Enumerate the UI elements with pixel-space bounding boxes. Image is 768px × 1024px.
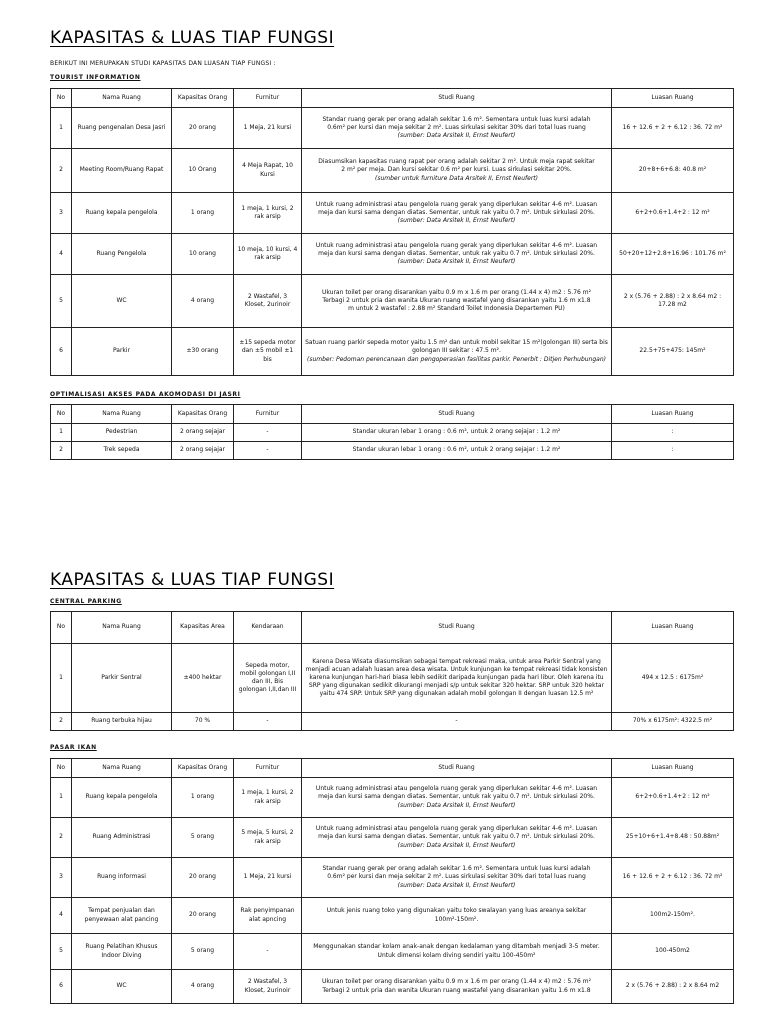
- table-row: 4 Tempat penjualan dan penyewaan alat pancing 20 orang Rak penyimpanan alat apncing Untuk jenis ruang toko yang digunakan yaitu toko swalayan yang luas areanya sekitar 100m²-150m². 100m2-150m².: [51, 898, 734, 934]
- table-row: 1 Pedestrian 2 orang sejajar - Standar ukuran lebar 1 orang : 0.6 m², untuk 2 orang sejajar : 1.2 m² :: [51, 424, 734, 442]
- header-kapasitas: Kapasitas Orang: [172, 89, 234, 108]
- table-row: 6 WC 4 orang 2 Wastafel, 3 Kloset, 2urinoir Ukuran toilet per orang disarankan yaitu 0.9 m x 1.6 m per orang (1.44 x 4) m2 : 5.76 m² Terbagi 2 untuk pria dan wanita Ukuran ruang wastafel yang disarankan yaitu 1.6 m x1.8 2 x (5.76 + 2.88) : 2 x 8.64 m2: [51, 970, 734, 1004]
- section-central-parking: CENTRAL PARKING: [50, 598, 122, 605]
- table-tourist-information: [50, 88, 734, 376]
- table-row: 6 Parkir ±30 orang ±15 sepeda motor dan ±5 mobil ±1 bis Satuan ruang parkir sepeda motor yaitu 1.5 m² dan untuk mobil sekitar 15 m²(golongan III) serta bis golongan III sekitar : 47.5 m². (sumber: Pedoman perencanaan dan pengoperasian fasilitas parkir. Penerbit : Ditjen Perhubungan) 22.5+75+475: 145m²: [51, 328, 734, 376]
- table-row: 3 Ruang informasi 20 orang 1 Meja, 21 kursi Standar ruang gerak per orang adalah sekitar 1.6 m². Sementara untuk luas kursi adalah 0.6m² per kursi dan meja sekitar 2 m². Luas sirkulasi sekitar 30% dari total luas ruang (sumber: Data Arsitek II, Ernst Neufert) 16 + 12.6 + 2 + 6.12 : 36. 72 m²: [51, 858, 734, 898]
- intro-text: BERIKUT INI MERUPAKAN STUDI KAPASITAS DAN LUASAN TIAP FUNGSI :: [50, 60, 276, 67]
- cell-luasan: 16 + 12.6 + 2 + 6.12 : 36. 72 m²: [612, 108, 734, 149]
- cell-studi: Standar ruang gerak per orang adalah sekitar 1.6 m². Sementara untuk luas kursi adalah 0.6m² per kursi dan meja sekitar 2 m². Luas sirkulasi sekitar 30% dari total luas ruang (sumber: Data Arsitek II, Ernst Neufert): [302, 108, 612, 149]
- section-tourist-information: TOURIST INFORMATION: [50, 74, 141, 81]
- page-title-1: KAPASITAS & LUAS TIAP FUNGSI: [50, 28, 335, 48]
- table-row: 5 Ruang Pelatihan Khusus Indoor Diving 5 orang - Menggunakan standar kolam anak-anak dengan kedalaman yang ditambah menjadi 3-5 meter. Untuk dimensi kolam diving sendiri yaitu 100-450m² 100-450m2: [51, 934, 734, 970]
- table-header-row: No Nama Ruang Kapasitas Orang Furnitur Studi Ruang Luasan Ruang: [51, 759, 734, 778]
- table-header-row: No Nama Ruang Kapasitas Orang Furnitur Studi Ruang Luasan Ruang: [51, 405, 734, 424]
- table-row: 5 WC 4 orang 2 Wastafel, 3 Kloset, 2urinoir Ukuran toilet per orang disarankan yaitu 0.9 m x 1.6 m per orang (1.44 x 4) m2 : 5.76 m² Terbagi 2 untuk pria dan wanita Ukuran ruang wastafel yang disarankan yaitu 1.6 m x1.8 m untuk 2 wastafel : 2.88 m² Standard Toilet Indonesia Departemen PU) 2 x (5.76 + 2.88) : 2 x 8.64 m2 : 17.28 m2: [51, 275, 734, 328]
- header-no: No: [51, 89, 72, 108]
- header-studi-ruang: Studi Ruang: [302, 89, 612, 108]
- cell-nama: Ruang pengenalan Desa Jasri: [72, 108, 172, 149]
- table-row: 1 Ruang kepala pengelola 1 orang 1 meja, 1 kursi, 2 rak arsip Untuk ruang administrasi atau pengelola ruang gerak yang diperlukan sekitar 4-6 m². Luasan meja dan kursi sama dengan diatas. Sementar, untuk rak yaitu 0.7 m². Untuk sirkulasi 20%. (sumber: Data Arsitek II, Ernst Neufert) 6+2+0.6+1.4+2 : 12 m²: [51, 778, 734, 818]
- cell-kapasitas: 20 orang: [172, 108, 234, 149]
- header-luasan-ruang: Luasan Ruang: [612, 89, 734, 108]
- table-row: 2 Trek sepeda 2 orang sejajar - Standar ukuran lebar 1 orang : 0.6 m², untuk 2 orang sejajar : 1.2 m² :: [51, 442, 734, 460]
- section-optimalisasi: OPTIMALISASI AKSES PADA AKOMODASI DI JASRI: [50, 391, 241, 398]
- header-furnitur: Furnitur: [234, 89, 302, 108]
- table-row: [51, 108, 734, 149]
- table-row: 2 Ruang terbuka hijau 70 % - - 70% x 6175m²: 4322.5 m²: [51, 713, 734, 731]
- table-header-row: [51, 89, 734, 108]
- table-row: 2 Ruang Administrasi 5 orang 5 meja, 5 kursi, 2 rak arsip Untuk ruang administrasi atau pengelola ruang gerak yang diperlukan sekitar 4-6 m². Luasan meja dan kursi sama dengan diatas. Sementar, untuk rak yaitu 0.7 m². Untuk sirkulasi 20%. (sumber: Data Arsitek II, Ernst Neufert) 25+10+6+1.4+8.48 : 50.88m²: [51, 818, 734, 858]
- table-row: 4 Ruang Pengelola 10 orang 10 meja, 10 kursi, 4 rak arsip Untuk ruang administrasi atau pengelola ruang gerak yang diperlukan sekitar 4-6 m². Luasan meja dan kursi sama dengan diatas. Sementar, untuk rak yaitu 0.7 m². Untuk sirkulasi 20%. (sumber: Data Arsitek II, Ernst Neufert) 50+20+12+2.8+16.96 : 101.76 m²: [51, 234, 734, 275]
- header-nama-ruang: Nama Ruang: [72, 89, 172, 108]
- table-row: 1 Parkir Sentral ±400 hektar Sepeda motor, mobil golongan I,II dan III, Bis golongan I,II,dan III Karena Desa Wisata diasumsikan sebagai tempat rekreasi maka, untuk area Parkir Sentral yang menjadi acuan adalah luasan area desa wisata. Untuk kunjungan ke tempat rekreasi tidak konsisten karena kunjungan hari-hari biasa lebih sedikit daripada kunjungan pada hari libur. Oleh karena itu SRP yang digunakan sedikit dikurangi menjadi s/p untuk sekitar 320 hektar. SRP untuk 320 hektar yaitu 474 SRP. Untuk SRP yang digunakan adalah mobil golongan II dengan luasan 12.5 m² 494 x 12.5 : 6175m²: [51, 644, 734, 713]
- page-title-2: KAPASITAS & LUAS TIAP FUNGSI: [50, 570, 335, 590]
- table-row: 3 Ruang kepala pengelola 1 orang 1 meja, 1 kursi, 2 rak arsip Untuk ruang administrasi atau pengelola ruang gerak yang diperlukan sekitar 4-6 m². Luasan meja dan kursi sama dengan diatas. Sementar, untuk rak yaitu 0.7 m². Untuk sirkulasi 20%. (sumber: Data Arsitek II, Ernst Neufert) 6+2+0.6+1.4+2 : 12 m²: [51, 193, 734, 234]
- table-optimalisasi: [50, 404, 734, 460]
- table-pasar-ikan: [50, 758, 734, 1004]
- table-central-parking: [50, 611, 734, 731]
- cell-no: 1: [51, 108, 72, 149]
- table-header-row: No Nama Ruang Kapasitas Area Kendaraan Studi Ruang Luasan Ruang: [51, 612, 734, 644]
- cell-furnitur: 1 Meja, 21 kursi: [234, 108, 302, 149]
- table-row: 2 Meeting Room/Ruang Rapat 10 Orang 4 Meja Rapat, 10 Kursi Diasumsikan kapasitas ruang rapat per orang adalah sekitar 2 m². Untuk meja rapat sekitar 2 m² per meja. Dan kursi sekitar 0.6 m² per kursi. Luas sirkulasi sekitar 20%. (sumber untuk furniture Data Arsitek II, Ernst Neufert) 20+8+6+6.8: 40.8 m²: [51, 149, 734, 193]
- section-pasar-ikan: PASAR IKAN: [50, 744, 97, 751]
